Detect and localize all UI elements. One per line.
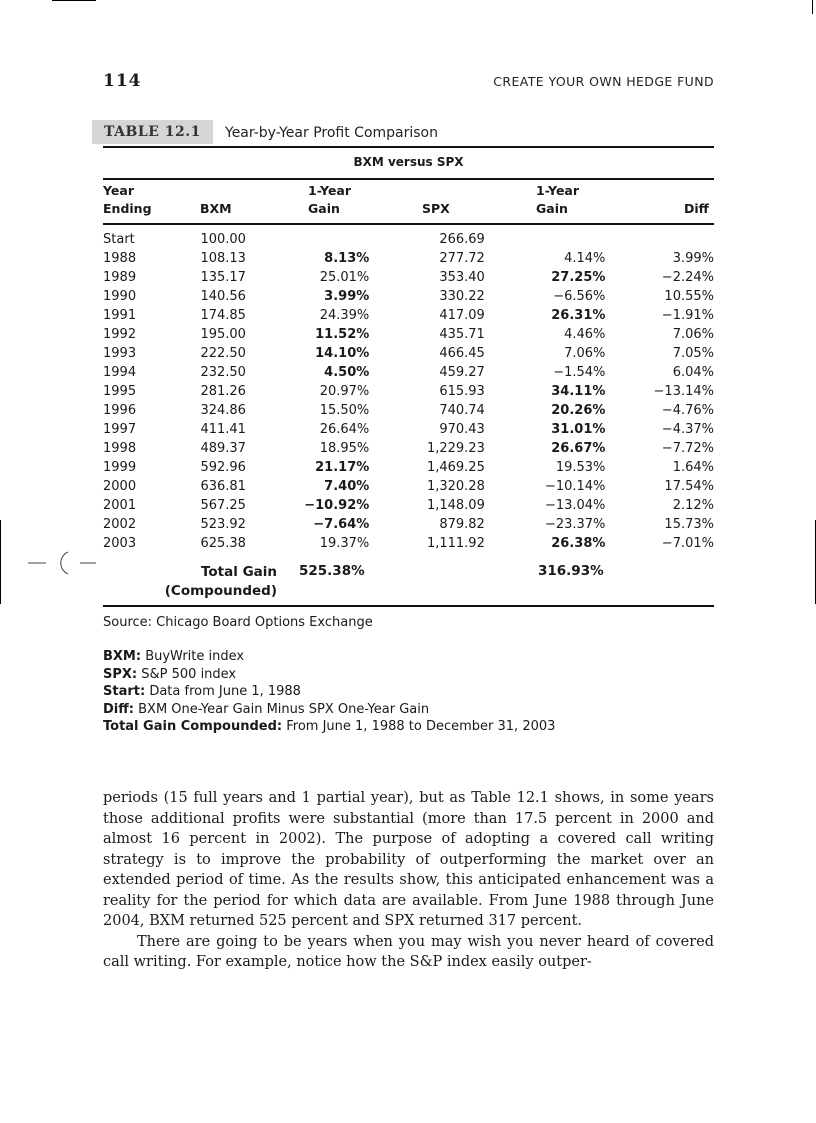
cell-spx: 1,111.92: [426, 536, 485, 551]
cell-spx-gain: −1.54%: [553, 365, 606, 380]
cell-year: 1996: [103, 403, 137, 418]
table-row: [103, 249, 714, 268]
cell-bxm-gain: 7.40%: [324, 479, 370, 494]
col-header-gain1: 1-Year Gain: [308, 183, 352, 216]
cell-year: 1995: [103, 384, 137, 399]
cell-spx: 417.09: [439, 308, 485, 323]
cell-diff: 15.73%: [664, 517, 714, 532]
table-row: [103, 344, 714, 363]
cell-diff: 6.04%: [672, 365, 714, 380]
cell-diff: −7.01%: [661, 536, 714, 551]
cell-bxm-gain: [301, 230, 369, 249]
cell-bxm-gain: 14.10%: [315, 346, 370, 361]
cell-diff: −4.37%: [661, 422, 714, 437]
col-header-diff: Diff: [684, 201, 709, 216]
cell-year: 1999: [103, 460, 137, 475]
col-header-bxm: BXM: [200, 201, 232, 216]
cell-diff: [605, 230, 714, 249]
cell-bxm: 195.00: [200, 327, 246, 342]
paragraph: periods (15 full years and 1 partial year), but as Table 12.1 shows, in some years those additional profits were substantial (more than 17.5 percent in 2000 and almost 16 percent in 2002). The purpose of adopting a covered call writing strategy is to improve the probability of outperforming the market over an extended period of time. As the results show, this anticipated enhancement was a reality for the period for which data are available. From June 1988 through June 2004, BXM returned 525 percent and SPX returned 317 percent.: [103, 790, 714, 929]
cell-year: 1992: [103, 327, 137, 342]
cell-spx-gain: 27.25%: [551, 270, 606, 285]
cell-diff: 17.54%: [664, 479, 714, 494]
cell-spx: 266.69: [439, 232, 485, 247]
cell-bxm: 222.50: [200, 346, 246, 361]
table-row: [103, 325, 714, 344]
cell-year: 1994: [103, 365, 137, 380]
cell-year: Start: [103, 232, 135, 247]
cell-bxm: 567.25: [200, 498, 246, 513]
note-item: Start: Data from June 1, 1988: [103, 684, 301, 699]
cell-bxm-gain: 24.39%: [319, 308, 370, 323]
cell-spx-gain: −13.04%: [544, 498, 606, 513]
crop-mark-top: [52, 0, 96, 1]
cell-bxm: 324.86: [200, 403, 246, 418]
cell-diff: −1.91%: [661, 308, 714, 323]
cell-year: 2003: [103, 536, 137, 551]
cell-diff: 7.06%: [672, 327, 714, 342]
table-row: [103, 458, 714, 477]
cell-bxm-gain: 8.13%: [324, 251, 370, 266]
cell-bxm: 174.85: [200, 308, 246, 323]
cell-year: 2002: [103, 517, 137, 532]
cell-bxm-gain: 26.64%: [319, 422, 370, 437]
note-item: BXM: BuyWrite index: [103, 649, 245, 664]
cell-spx: 615.93: [439, 384, 485, 399]
body-text: [103, 788, 714, 973]
cell-year: 1993: [103, 346, 137, 361]
cell-spx: 879.82: [439, 517, 485, 532]
crop-mark-top-right: [812, 0, 813, 14]
table-notes: [103, 648, 555, 736]
cell-year: 1990: [103, 289, 137, 304]
cell-spx-gain: 31.01%: [551, 422, 606, 437]
col-header-year: Year Ending: [103, 183, 152, 216]
cell-bxm: 108.13: [200, 251, 246, 266]
table-row: [103, 268, 714, 287]
cell-bxm: 625.38: [200, 536, 246, 551]
cell-bxm: 281.26: [200, 384, 246, 399]
cell-bxm-gain: 4.50%: [324, 365, 370, 380]
cell-spx-gain: 26.67%: [551, 441, 606, 456]
cell-spx-gain: −10.14%: [544, 479, 606, 494]
table-subheading: BXM versus SPX: [353, 155, 464, 169]
note-item: Total Gain Compounded: From June 1, 1988 to December 31, 2003: [103, 719, 556, 734]
cell-spx: 330.22: [439, 289, 485, 304]
cell-bxm: 411.41: [200, 422, 246, 437]
cell-spx-gain: −6.56%: [553, 289, 606, 304]
header-rule: [103, 223, 714, 225]
total-gain-label: Total Gain (Compounded): [164, 564, 277, 599]
cell-bxm-gain: 21.17%: [315, 460, 370, 475]
cell-bxm: 100.00: [200, 232, 246, 247]
cell-diff: 1.64%: [672, 460, 714, 475]
cell-bxm: 636.81: [200, 479, 246, 494]
table-row: [103, 230, 714, 249]
table-row: [103, 534, 714, 553]
table-row: [103, 439, 714, 458]
cell-diff: −7.72%: [661, 441, 714, 456]
cell-spx: 970.43: [439, 422, 485, 437]
cell-year: 2000: [103, 479, 137, 494]
cell-diff: 7.05%: [672, 346, 714, 361]
table-label: TABLE 12.1: [92, 120, 213, 144]
registration-mark-icon: [28, 548, 98, 578]
total-gain-spx: 316.93%: [538, 563, 604, 579]
cell-bxm-gain: 20.97%: [319, 384, 370, 399]
cell-bxm-gain: 3.99%: [324, 289, 370, 304]
cell-spx: 1,320.28: [426, 479, 485, 494]
cell-year: 1988: [103, 251, 137, 266]
cell-bxm-gain: 19.37%: [319, 536, 370, 551]
table-source: Source: Chicago Board Options Exchange: [103, 615, 373, 630]
cell-spx: 353.40: [439, 270, 485, 285]
col-header-gain2: 1-Year Gain: [536, 183, 580, 216]
col-header-spx: SPX: [422, 201, 450, 216]
table-row: [103, 306, 714, 325]
cell-bxm: 523.92: [200, 517, 246, 532]
cell-bxm: 592.96: [200, 460, 246, 475]
cell-spx: 435.71: [439, 327, 485, 342]
cell-bxm-gain: 25.01%: [319, 270, 370, 285]
table-title: Year-by-Year Profit Comparison: [225, 125, 438, 141]
paragraph: There are going to be years when you may wish you never heard of covered call writing. For example, notice how the S&P index easily outper-: [103, 933, 714, 970]
cell-spx: 1,148.09: [426, 498, 485, 513]
cell-spx-gain: 20.26%: [551, 403, 606, 418]
cell-spx-gain: 34.11%: [551, 384, 606, 399]
cell-diff: −4.76%: [661, 403, 714, 418]
cell-spx-gain: −23.37%: [544, 517, 606, 532]
cell-diff: −2.24%: [661, 270, 714, 285]
total-gain-bxm: 525.38%: [299, 563, 365, 579]
table-row: [103, 477, 714, 496]
table-top-rule: [103, 146, 714, 148]
cell-spx: 459.27: [439, 365, 485, 380]
cell-diff: 2.12%: [672, 498, 714, 513]
cell-diff: 3.99%: [672, 251, 714, 266]
page-number: 114: [103, 71, 142, 91]
cell-spx-gain: 19.53%: [555, 460, 606, 475]
table-row: [103, 287, 714, 306]
cell-spx: 1,469.25: [426, 460, 485, 475]
running-head: CREATE YOUR OWN HEDGE FUND: [493, 74, 714, 89]
cell-bxm-gain: 15.50%: [319, 403, 370, 418]
cell-bxm-gain: −10.92%: [304, 498, 370, 513]
cell-year: 1998: [103, 441, 137, 456]
cell-spx-gain: 4.46%: [564, 327, 606, 342]
table-row: [103, 515, 714, 534]
cell-bxm-gain: 11.52%: [315, 327, 370, 342]
cell-spx: 466.45: [439, 346, 485, 361]
cell-year: 1991: [103, 308, 137, 323]
cell-diff: 10.55%: [664, 289, 714, 304]
cell-spx-gain: 4.14%: [564, 251, 606, 266]
table-row: [103, 420, 714, 439]
cell-year: 1989: [103, 270, 137, 285]
cell-spx-gain: 26.31%: [551, 308, 606, 323]
cell-spx: 277.72: [439, 251, 485, 266]
crop-mark-left: [0, 520, 1, 604]
note-item: SPX: S&P 500 index: [103, 666, 237, 682]
table-row: [103, 382, 714, 401]
cell-bxm: 232.50: [200, 365, 246, 380]
cell-bxm-gain: 18.95%: [319, 441, 370, 456]
table-row: [103, 401, 714, 420]
cell-spx-gain: [485, 230, 606, 249]
table-bottom-rule: [103, 605, 714, 607]
cell-spx: 740.74: [439, 403, 485, 418]
cell-spx-gain: 26.38%: [551, 536, 606, 551]
data-table: [103, 230, 714, 553]
cell-bxm-gain: −7.64%: [313, 517, 370, 532]
cell-bxm: 489.37: [200, 441, 246, 456]
cell-diff: −13.14%: [653, 384, 714, 399]
cell-spx: 1,229.23: [426, 441, 485, 456]
cell-year: 1997: [103, 422, 137, 437]
cell-year: 2001: [103, 498, 137, 513]
cell-bxm: 140.56: [200, 289, 246, 304]
subheading-rule: [103, 178, 714, 180]
table-row: [103, 496, 714, 515]
cell-spx-gain: 7.06%: [564, 346, 606, 361]
note-item: Diff: BXM One-Year Gain Minus SPX One-Year Gain: [103, 701, 430, 717]
table-row: [103, 363, 714, 382]
cell-bxm: 135.17: [200, 270, 246, 285]
